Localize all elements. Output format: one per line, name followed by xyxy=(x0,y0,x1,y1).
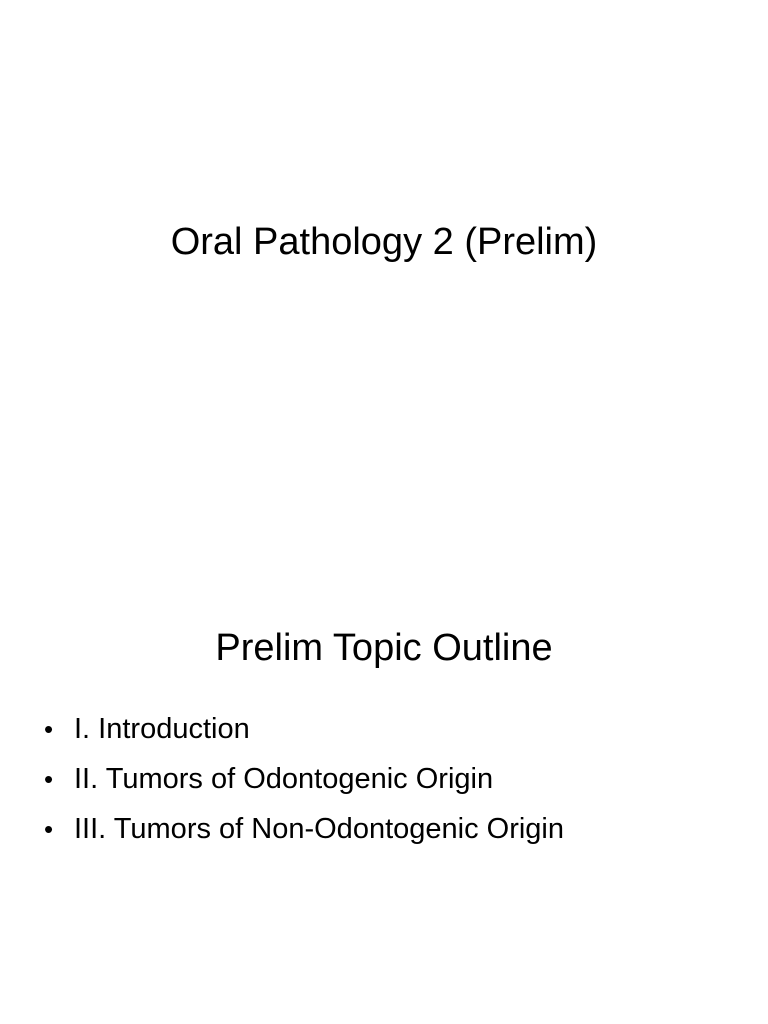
slide-title: Oral Pathology 2 (Prelim) xyxy=(170,221,598,263)
bullet-icon: • xyxy=(44,764,54,794)
list-item xyxy=(44,762,564,812)
list-item xyxy=(44,812,564,862)
topic-outline-list xyxy=(44,712,564,862)
bullet-icon: • xyxy=(44,814,54,844)
outline-slide xyxy=(0,512,768,1024)
list-item-label: II. Tumors of Odontogenic Origin xyxy=(74,763,494,795)
slide-title: Prelim Topic Outline xyxy=(215,627,553,669)
bullet-icon: • xyxy=(44,714,54,744)
list-item xyxy=(44,712,564,762)
list-item-label: I. Introduction xyxy=(74,713,250,745)
list-item-label: III. Tumors of Non-Odontogenic Origin xyxy=(74,813,564,845)
